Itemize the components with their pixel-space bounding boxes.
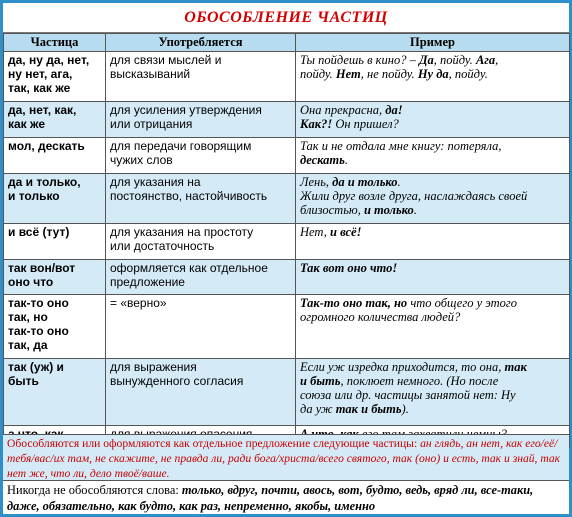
usage-line: постоянство, настойчивость [110,189,268,203]
particles-table [3,33,570,448]
particle-line: так, но [8,310,48,324]
usage-cell [106,138,296,174]
example-cell [296,359,570,426]
particle-line: и только [8,189,60,203]
usage-line: для связи мыслей и [110,53,222,67]
particle-line: мол, дескать [8,139,85,153]
example-highlight: да и только [332,175,398,189]
usage-cell [106,260,296,295]
usage-line: предложение [110,275,185,289]
particle-line: как же [8,117,46,131]
example-text: ). [401,402,409,416]
usage-cell [106,295,296,359]
particle-line: так, как же [8,81,71,95]
example-text: , пойду. [448,67,488,81]
table-row [4,260,570,295]
particle-line: так-то оно [8,324,69,338]
example-text: , не пойду. [360,67,418,81]
example-highlight: так и быть [335,402,402,416]
example-text: союза или др. частицы занятой нет: Ну [300,388,516,402]
usage-line: оформляется как отдельное [110,261,268,275]
particle-cell [4,138,106,174]
particle-cell [4,359,106,426]
column-header-particle: Частица [4,34,106,52]
particle-line: да, нет, как, [8,103,77,117]
example-cell [296,102,570,138]
example-line [300,103,565,117]
example-highlight: так [504,360,527,374]
particle-line: быть [8,374,39,388]
table-row [4,359,570,426]
example-cell [296,295,570,359]
example-text: . [413,203,417,217]
example-line [300,388,565,402]
example-text: Так и не отдала мне книгу: потеряла, [300,139,502,153]
usage-line: или отрицания [110,117,193,131]
example-line [300,360,565,374]
usage-line: или достаточность [110,239,215,253]
example-text: , пойду. [433,53,476,67]
example-line [300,374,565,388]
example-line [300,402,565,416]
example-cell [296,224,570,260]
particle-cell [4,52,106,102]
particle-cell [4,295,106,359]
example-line [300,53,565,67]
particle-cell [4,224,106,260]
example-text: близостью, [300,203,364,217]
example-text: Жили друг возле друга, наслаждаясь своей [300,189,528,203]
example-cell [296,138,570,174]
example-text: да уж [300,402,336,416]
particle-line: ну нет, ага, [8,67,73,81]
example-highlight: Так-то оно так, но [300,296,408,310]
example-highlight: Как?! [300,117,333,131]
example-line [300,153,565,167]
usage-cell [106,224,296,260]
example-text: Если уж изредка приходится, то она, [300,360,505,374]
example-line [300,67,565,81]
example-line [300,189,565,203]
column-header-example: Пример [296,34,570,52]
note-separated-list: ан глядь, ан нет, как его/её/тебя/вас/их там, не скажите, не правда ли, ради бога/христа/всего святого, так (оно) и есть, так и знай, так нет же, что ли, дело твоё/ваше. [7,437,561,480]
note-never-separated [3,480,569,514]
table-row [4,52,570,102]
usage-line: вынужденного согласия [110,374,244,388]
example-line [300,225,565,239]
example-text: . [344,153,348,167]
usage-cell [106,102,296,138]
particle-line: так, да [8,338,48,352]
example-cell [296,52,570,102]
example-text: Лень, [300,175,333,189]
particle-line: так вон/вот [8,261,76,275]
table-row [4,138,570,174]
example-line [300,261,565,275]
note-never-list: только, вдруг, почти, авось, вот, будто, ведь, вряд ли, все-таки, даже, обязательно, как будто, как раз, непременно, якобы, именно [7,483,534,513]
example-cell [296,260,570,295]
particle-line: так-то оно [8,296,69,310]
example-highlight: и только [363,203,414,217]
usage-line: для указания на простоту [110,225,254,239]
example-text: , [495,53,499,67]
example-highlight: Нет [335,67,361,81]
example-highlight: да! [385,103,403,117]
example-text: огромного количества людей? [300,310,461,324]
particle-line: да, ну да, нет, [8,53,90,67]
example-highlight: Так вот оно что! [300,261,398,275]
example-line [300,117,565,131]
usage-line: для указания на [110,175,201,189]
example-line [300,175,565,189]
usage-cell [106,359,296,426]
usage-line: = «верно» [110,296,167,310]
particle-line: так (уж) и [8,360,64,374]
particle-line: оно что [8,275,54,289]
example-text: . [397,175,401,189]
example-line [300,139,565,153]
page-title: ОБОСОБЛЕНИЕ ЧАСТИЦ [3,3,569,33]
table-row [4,224,570,260]
example-line [300,203,565,217]
note-never-intro: Никогда не обособляются слова: [7,483,182,497]
example-text: Она прекрасна, [300,103,386,117]
example-cell [296,174,570,224]
table-row [4,102,570,138]
example-highlight: и всё! [330,225,362,239]
column-header-usage: Употребляется [106,34,296,52]
table-header-row [4,34,570,52]
usage-line: для усиления утверждения [110,103,262,117]
particle-cell [4,260,106,295]
note-separated-particles [3,434,569,480]
example-highlight: Да [418,53,434,67]
particle-cell [4,174,106,224]
particle-line: и всё (тут) [8,225,70,239]
note-separated-intro: Обособляются или оформляются как отдельное предложение следующие частицы: [7,437,421,450]
example-text: , поклюет немного. (Но после [340,374,499,388]
usage-cell [106,174,296,224]
usage-line: чужих слов [110,153,173,167]
example-highlight: Ага [475,53,496,67]
example-text: пойду. [300,67,336,81]
example-text: Нет, [300,225,330,239]
particle-line: да и только, [8,175,81,189]
table-row [4,174,570,224]
table-row [4,295,570,359]
table-body [4,52,570,448]
example-text: что общего у этого [407,296,518,310]
usage-cell [106,52,296,102]
example-text: Ты пойдешь в кино? – [300,53,419,67]
example-line [300,296,565,310]
example-highlight: дескать [300,153,345,167]
usage-line: для выражения [110,360,197,374]
example-text: Он пришел? [332,117,399,131]
usage-line: высказываний [110,67,191,81]
usage-line: для передачи говорящим [110,139,252,153]
example-line [300,310,565,324]
example-highlight: Ну да [417,67,449,81]
example-highlight: и быть [300,374,341,388]
particle-cell [4,102,106,138]
